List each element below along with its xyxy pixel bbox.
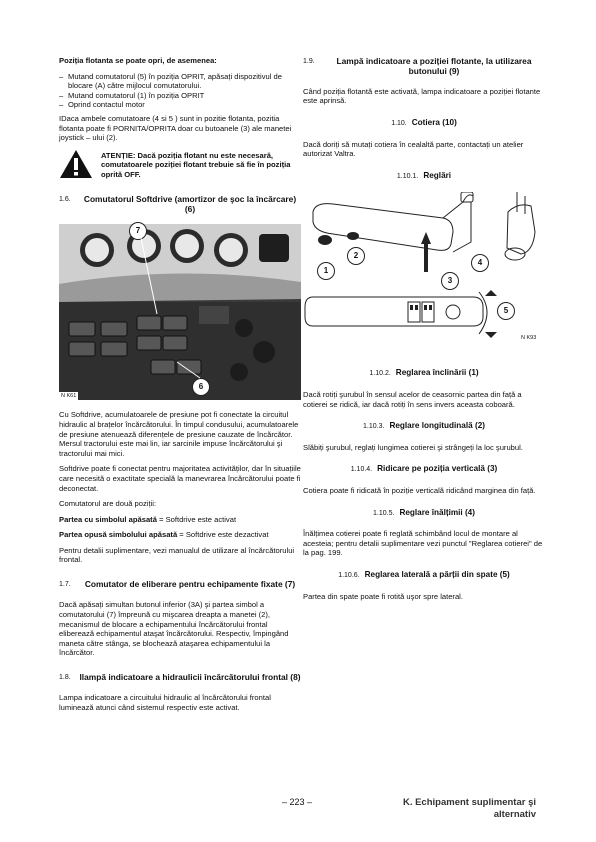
paragraph: Pentru detalii suplimentare, vezi manualul de utilizare al încărcătorului frontal. bbox=[59, 545, 295, 565]
section-heading-1-10 bbox=[303, 118, 545, 129]
intro-list bbox=[59, 72, 301, 110]
section-heading-1-10-5 bbox=[303, 508, 545, 519]
section-number: 1.10.2. bbox=[369, 370, 391, 378]
section-number: 1.10. bbox=[391, 120, 407, 127]
intro-paragraph: IDaca ambele comutatoare (4 si 5 ) sunt in pozitie flotanta, pozitia flotanta poate fi PORNITA/OPRITA doar cu butoanele (3) ale manetei joystick – ului (2). bbox=[59, 113, 292, 143]
right-column bbox=[303, 56, 545, 607]
section-title: Reglări bbox=[423, 170, 452, 180]
position-value: = Softdrive este activat bbox=[156, 514, 237, 524]
section-title: Reglare înălțimii (4) bbox=[399, 507, 475, 517]
position-2 bbox=[59, 530, 301, 540]
section-title: Ridicare pe poziția verticală (3) bbox=[377, 464, 498, 474]
intro-heading: Poziția flotanta se poate opri, de asemenea: bbox=[59, 56, 217, 65]
paragraph: Cotiera poate fi ridicată în poziție verticală ridicând marginea din față. bbox=[303, 485, 536, 495]
paragraph: Dacă apăsați simultan butonul inferior (3A) şi partea simbol a comutatorului (7) împreună cu mişcarea dreapta a manetei (2), mecanismul de blocare a echipamentului încărcătorului frontal eliberează echipamentul ataşat încărcătorului. Respectiv, împingând maneta către stânga, se blochează ataşarea echipamentului la încărcător. bbox=[59, 600, 289, 658]
section-number: 1.10.1. bbox=[396, 172, 419, 180]
section-number: 1.7. bbox=[59, 581, 71, 589]
section-title: llampă indicatoare a hidraulicii încărcătorului frontal (8) bbox=[79, 672, 301, 683]
section-number: 1.10.3. bbox=[363, 423, 385, 431]
section-heading-1-10-3 bbox=[303, 421, 545, 432]
drawing-callout: 5 bbox=[497, 302, 515, 320]
section-heading-1-9 bbox=[303, 56, 545, 77]
list-item: – Mutand comutatorul (1) în poziția OPRIT bbox=[59, 91, 301, 101]
paragraph: Softdrive poate fi conectat pentru majoritatea activităților, dar în situațiile care necesită o exactitate specială la manevrarea încărcătorului poate fi deconectat. bbox=[59, 464, 301, 493]
position-value: = Softdrive este dezactivat bbox=[177, 530, 269, 540]
warning-text: ATENȚIE: Dacă poziția flotant nu este necesară, comutatoarele poziției flotant trebuie să fie în poziția oprită OFF. bbox=[101, 150, 291, 179]
figure-label: N K61 bbox=[59, 392, 78, 402]
section-number: 1.10.4. bbox=[350, 466, 373, 474]
section-title: Reglare longitudinală (2) bbox=[389, 421, 485, 431]
photo-callout: 7 bbox=[129, 222, 147, 240]
section-number: 1.10.6. bbox=[338, 571, 360, 579]
list-item: – Oprind contactul motor bbox=[59, 100, 301, 110]
page-number: – 223 – bbox=[282, 797, 313, 807]
figure-label: N K93 bbox=[521, 335, 537, 342]
section-title: Reglarea înclinării (1) bbox=[395, 368, 479, 378]
section-number: 1.8. bbox=[59, 674, 71, 682]
paragraph: Cu Softdrive, acumulatoarele de presiune pot fi conectate la circuitul hidraulic al brațelor încărcătorului. În timpul condusului, acumulatoarele de presiune atenuează diferențele de presiune cauzate de încărcător. Mersul tractorului este mai lin, iar sarcinile impuse încărcătorului şi tractorului mai mici. bbox=[59, 410, 299, 458]
position-label: Partea cu simbolul apăsată bbox=[59, 514, 157, 524]
section-number: 1.10.5. bbox=[373, 509, 395, 517]
section-title: Reglarea laterală a părții din spate (5) bbox=[364, 569, 510, 579]
softdrive-switch-photo bbox=[59, 224, 301, 400]
page-footer bbox=[0, 797, 596, 837]
section-heading-1-7 bbox=[59, 579, 301, 590]
paragraph: Când poziția flotantă este activată, lampa indicatoare a poziției flotante este aprinsă. bbox=[303, 86, 541, 106]
paragraph: Dacă doriți să mutați cotiera în cealaltă parte, contactați un atelier autorizat Valtra. bbox=[303, 139, 524, 159]
section-heading-1-8 bbox=[59, 672, 301, 683]
drawing-callout: 4 bbox=[471, 254, 489, 272]
section-heading-1-10-6 bbox=[303, 570, 545, 581]
section-number: 1.6. bbox=[59, 195, 71, 203]
chapter-title: K. Echipament suplimentar şi alternativ bbox=[402, 797, 536, 820]
armrest-line-drawing bbox=[303, 192, 545, 348]
paragraph: Comutatorul are două poziții: bbox=[59, 499, 157, 509]
warning-triangle-icon bbox=[59, 149, 93, 179]
paragraph: Lampa indicatoare a circuitului hidraulic al încărcătorului frontal luminează atunci când sistemul respectiv este activat. bbox=[59, 693, 271, 713]
section-heading-1-6 bbox=[59, 194, 301, 215]
photo-callout: 6 bbox=[192, 378, 210, 396]
left-column bbox=[59, 56, 301, 719]
section-heading-1-10-2 bbox=[303, 368, 545, 379]
section-heading-1-10-1 bbox=[303, 171, 545, 182]
paragraph: Înălțimea cotierei poate fi reglată schimbând locul de montare al acesteia; pentru detalii suplimentare vezi punctul "Reglarea cotierei" de la pag. 199. bbox=[303, 529, 543, 558]
position-label: Partea opusă simbolului apăsată bbox=[59, 530, 178, 540]
warning-box bbox=[59, 149, 301, 180]
list-item: – Mutand comutatorul (5) în poziția OPRIT, apăsați dispozitivul de blocare (A) către mijlocul comutatorului. bbox=[59, 72, 301, 91]
section-heading-1-10-4 bbox=[303, 464, 545, 475]
section-title: Comutatorul Softdrive (amortizor de şoc la încărcare) (6) bbox=[83, 193, 297, 214]
callout-arrows bbox=[59, 224, 301, 400]
drawing-callout: 1 bbox=[317, 262, 335, 280]
section-number: 1.9. bbox=[303, 58, 315, 65]
section-title: Lampă indicatoare a poziției flotante, la utilizarea butonului (9) bbox=[336, 56, 532, 77]
drawing-callout: 2 bbox=[347, 247, 365, 265]
paragraph: Dacă rotiți şurubul în sensul acelor de ceasornic partea din față a cotierei se ridică, iar dacă rotiți în sens invers aceasta coboară. bbox=[303, 389, 522, 409]
armrest-drawing bbox=[303, 192, 545, 348]
position-1 bbox=[59, 515, 301, 525]
paragraph: Partea din spate poate fi rotită uşor spre lateral. bbox=[303, 591, 463, 601]
section-title: Cotiera (10) bbox=[411, 118, 457, 127]
section-title: Comutator de eliberare pentru echipamente fixate (7) bbox=[84, 579, 296, 590]
paragraph: Slăbiți şurubul, reglați lungimea cotierei şi strângeți la loc şurubul. bbox=[303, 442, 523, 452]
drawing-callout: 3 bbox=[441, 272, 459, 290]
